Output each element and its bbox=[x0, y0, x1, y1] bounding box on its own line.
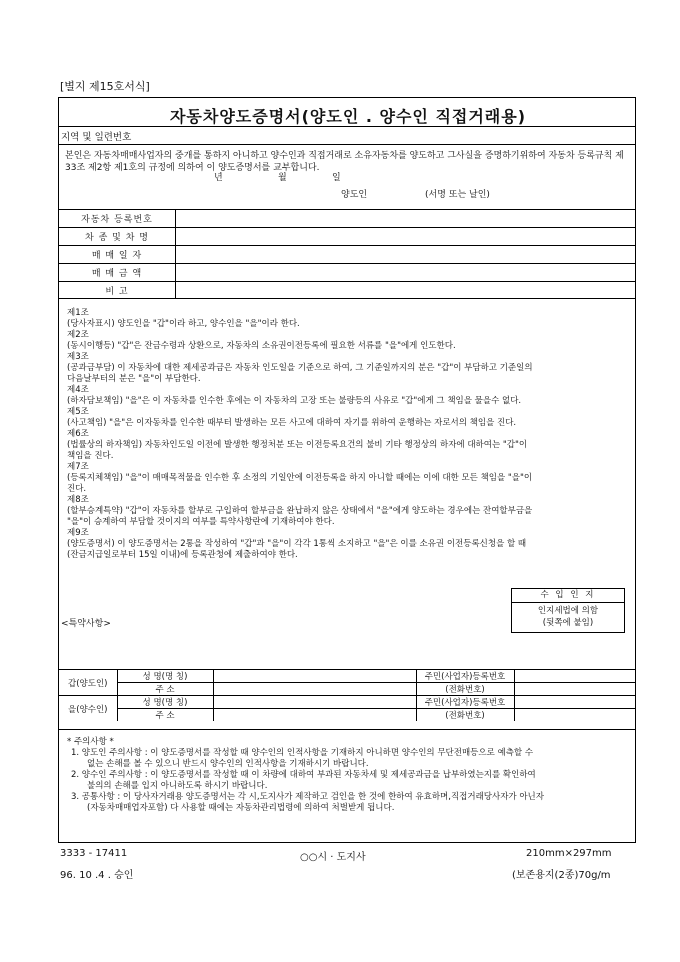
sale-amount-value[interactable] bbox=[176, 264, 636, 282]
signer-label: 양도인 bbox=[341, 190, 368, 200]
seller-name-value[interactable] bbox=[213, 670, 416, 683]
sale-amount-label: 매 매 금 액 bbox=[59, 264, 176, 282]
stamp-body bbox=[512, 603, 624, 632]
article-text: (등록지체책임) "을"이 매매목적물을 인수한 후 소정의 기일안에 이전등록을 하지 아니할 때에는 이에 대한 모든 책임을 "을"이 bbox=[67, 473, 533, 483]
article-heading: 제3조 bbox=[67, 352, 89, 362]
buyer-name-value[interactable] bbox=[213, 696, 416, 709]
info-bottom-divider bbox=[59, 298, 635, 299]
special-terms-label: <특약사항> bbox=[61, 619, 111, 629]
table-row bbox=[59, 683, 635, 696]
party-label-buyer: 을(양수인) bbox=[59, 696, 117, 722]
seller-address-label: 주 소 bbox=[117, 683, 213, 696]
seller-phone-label: (전화번호) bbox=[416, 683, 514, 696]
intro-paragraph: 본인은 자동차매매사업자의 중개를 통하지 아니하고 양수인과 직접거래로 소유자동차를 양도하고 그사실을 증명하기위하여 자동차 등록규칙 제33조 제2항 제1호의 규정에 의하여 이 양도증명서를 교부합니다. bbox=[65, 151, 624, 173]
article-text: 책임을 진다. bbox=[67, 451, 114, 461]
article-text: (사고책임) "을"은 이자동차를 인수한 때부터 발생하는 모든 사고에 대하여 자기를 위하여 운행하는 자로서의 책임을 진다. bbox=[67, 418, 517, 428]
stamp-line: 인지세법에 의함 bbox=[537, 606, 599, 616]
notes-title: * 주의사항 * bbox=[67, 737, 114, 747]
article-text: (양도증명서) 이 양도증명서는 2통을 작성하여 "갑"과 "을"이 각각 1통씩 소지하고 "을"은 이를 소유권 이전등록신청을 할 때 bbox=[67, 539, 527, 549]
article-text: (공과금부담) 이 자동차에 대한 제세공과금은 자동차 인도일을 기준으로 하여, 그 기준일까지의 분은 "갑"이 부담하고 기준일의 bbox=[67, 363, 533, 373]
article-heading: 제5조 bbox=[67, 407, 89, 417]
parties-bottom-divider bbox=[59, 729, 635, 730]
article-text: (당사자표시) 양도인을 "갑"이라 하고, 양수인을 "을"이라 한다. bbox=[67, 319, 300, 329]
form-frame bbox=[58, 97, 636, 843]
party-label-seller: 갑(양도인) bbox=[59, 670, 117, 696]
article-text: 진다. bbox=[67, 484, 87, 494]
buyer-address-label: 주 소 bbox=[117, 709, 213, 722]
form-title: 자동차양도증명서(양도인 . 양수인 직접거래용) bbox=[169, 107, 527, 126]
note-line: 1. 양도인 주의사항 : 이 양도증명서를 작성할 때 양수인의 인적사항을 기재하지 아니하면 양수인의 무단전매등으로 예측할 수 bbox=[71, 748, 534, 758]
remarks-label: 비 고 bbox=[59, 282, 176, 300]
article-heading: 제2조 bbox=[67, 330, 89, 340]
title-divider bbox=[59, 126, 635, 127]
table-row bbox=[59, 246, 635, 264]
sale-date-label: 매 매 일 자 bbox=[59, 246, 176, 264]
vehicle-type-label: 차 종 및 차 명 bbox=[59, 228, 176, 246]
signature-hint: (서명 또는 날인) bbox=[425, 190, 490, 200]
seller-id-value[interactable] bbox=[514, 670, 635, 683]
registration-number-value[interactable] bbox=[176, 210, 636, 228]
region-serial-label: 지역 및 일련번호 bbox=[61, 132, 132, 143]
article-text: "을"이 승계하여 부담할 것이지의 여부를 특약사항란에 기재하여야 한다. bbox=[67, 517, 335, 527]
seller-id-label: 주민(사업자)등록번호 bbox=[416, 670, 514, 683]
stamp-title: 수 입 인 지 bbox=[512, 589, 624, 603]
table-row bbox=[59, 210, 635, 228]
notes-section bbox=[67, 737, 627, 814]
buyer-phone-value[interactable] bbox=[514, 709, 635, 722]
article-text: (할부승계특약) "갑"이 자동차를 할부로 구입하여 할부금을 완납하지 않은 상태에서 "을"에게 양도하는 경우에는 잔여할부금을 bbox=[67, 506, 533, 516]
article-heading: 제7조 bbox=[67, 462, 89, 472]
table-row bbox=[59, 696, 635, 709]
article-text: (하자담보책임) "을"은 이 자동차를 인수한 후에는 이 자동차의 고장 또는 불량등의 사유로 "갑"에게 그 책임을 물을수 없다. bbox=[67, 396, 522, 406]
note-line: 불의의 손해를 입지 아니하도록 하시기 바랍니다. bbox=[87, 781, 268, 791]
note-line: 없는 손해를 볼 수 있으니 반드시 양수인의 인적사항을 기재하시기 바랍니다. bbox=[87, 759, 369, 769]
stamp-line: (뒷쪽에 붙임) bbox=[542, 618, 594, 628]
sale-date-value[interactable] bbox=[176, 246, 636, 264]
table-row bbox=[59, 264, 635, 282]
article-heading: 제9조 bbox=[67, 528, 89, 538]
article-text: 다음날부터의 분은 "을"이 부담한다. bbox=[67, 374, 201, 384]
footer-approval: 96. 10 .4 . 승인 bbox=[60, 870, 134, 881]
articles-section bbox=[67, 308, 623, 561]
remarks-value[interactable] bbox=[176, 282, 636, 300]
table-row bbox=[59, 228, 635, 246]
article-heading: 제4조 bbox=[67, 385, 89, 395]
table-row bbox=[59, 282, 635, 300]
footer-paper-size: 210mm×297mm bbox=[526, 848, 612, 859]
seller-phone-value[interactable] bbox=[514, 683, 635, 696]
region-divider bbox=[59, 144, 635, 145]
article-text: (동시이행등) "갑"은 잔금수령과 상환으로, 자동차의 소유권이전등록에 필요한 서류를 "을"에게 인도한다. bbox=[67, 341, 456, 351]
article-text: (잔금지급일로부터 15일 이내)에 등록관청에 제출하여야 한다. bbox=[67, 550, 298, 560]
buyer-address-value[interactable] bbox=[213, 709, 416, 722]
registration-number-label: 자동차 등록번호 bbox=[59, 210, 176, 228]
day-label: 일 bbox=[332, 173, 341, 183]
table-row bbox=[59, 709, 635, 722]
form-reference: [별지 제15호서식] bbox=[60, 80, 150, 93]
year-label: 년 bbox=[214, 173, 223, 183]
article-heading: 제1조 bbox=[67, 308, 89, 318]
table-row bbox=[59, 670, 635, 683]
article-text: (법률상의 하자책임) 자동차인도일 이전에 발생한 행정처분 또는 이전등록요건의 불비 기타 행정상의 하자에 대하여는 "갑"이 bbox=[67, 440, 528, 450]
buyer-id-value[interactable] bbox=[514, 696, 635, 709]
vehicle-type-value[interactable] bbox=[176, 228, 636, 246]
seller-address-value[interactable] bbox=[213, 683, 416, 696]
buyer-name-label: 성 명(명 칭) bbox=[117, 696, 213, 709]
buyer-phone-label: (전화번호) bbox=[416, 709, 514, 722]
article-heading: 제6조 bbox=[67, 429, 89, 439]
footer-paper-type: (보존용지(2종)70g/m bbox=[512, 870, 611, 881]
article-heading: 제8조 bbox=[67, 495, 89, 505]
note-line: (자동차매매업자포함) 다 사용할 때에는 자동차관리법령에 의하여 처벌받게 됩니다. bbox=[87, 803, 395, 813]
revenue-stamp-box bbox=[511, 588, 625, 633]
buyer-id-label: 주민(사업자)등록번호 bbox=[416, 696, 514, 709]
month-label: 월 bbox=[278, 173, 287, 183]
footer-code: 3333 - 17411 bbox=[60, 848, 128, 859]
parties-table bbox=[59, 669, 635, 721]
footer-issuer: ○○시 · 도지사 bbox=[300, 852, 366, 863]
note-line: 3. 공통사항 : 이 당사자거래용 양도증명서는 각 시,도지사가 제작하고 검인을 한 것에 한하여 유효하며,직접거래당사자가 아닌자 bbox=[71, 792, 544, 802]
note-line: 2. 양수인 주의사항 : 이 양도증명서를 작성할 때 이 차량에 대하여 부과된 자동차세 및 제세공과금을 납부하였는지를 확인하여 bbox=[71, 770, 536, 780]
vehicle-info-table bbox=[59, 209, 635, 299]
seller-name-label: 성 명(명 칭) bbox=[117, 670, 213, 683]
